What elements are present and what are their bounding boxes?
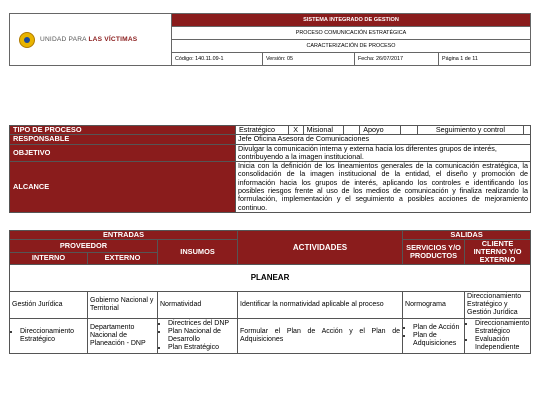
logo-text: UNIDAD PARA LAS VÍCTIMAS bbox=[40, 36, 138, 43]
responsable-label: RESPONSABLE bbox=[10, 135, 236, 144]
tipo-estrategico: Estratégico bbox=[236, 126, 289, 134]
process-characterization-table bbox=[9, 230, 531, 354]
document-version: Versión: 05 bbox=[263, 53, 355, 66]
process-info-table bbox=[9, 125, 531, 213]
list-item: • Evaluación Independiente bbox=[475, 336, 528, 352]
tipo-apoyo: Apoyo bbox=[360, 126, 401, 134]
row1-cliente: Direccionamiento Estratégico y Gestión Jurídica bbox=[465, 292, 531, 319]
tipo-misional-mark bbox=[344, 126, 360, 134]
table-row bbox=[10, 292, 531, 319]
alcance-value: Inicia con la definición de los lineamientos generales de la comunicación estratégica, la consolidación de la imagen institucional de la entidad, el diseño y promoción de información hacia los grupos de interés, aplicando los controles e identificando los posibles riesgos frente al uso de los medios de comunicación y finaliza realizando la formulación, implementación y el seguimiento a posibles acciones de mejoramiento continuo. bbox=[236, 162, 531, 213]
row1-actividad: Identificar la normatividad aplicable al proceso bbox=[238, 292, 403, 319]
servicios-header: SERVICIOS Y/O PRODUCTOS bbox=[403, 240, 465, 265]
cliente-header: CLIENTE INTERNO Y/O EXTERNO bbox=[465, 240, 531, 265]
document-header bbox=[9, 13, 531, 66]
tipo-label: TIPO DE PROCESO bbox=[10, 126, 236, 135]
system-title: SISTEMA INTEGRADO DE GESTION bbox=[172, 14, 531, 27]
row2-servicios bbox=[403, 319, 465, 354]
salidas-header: SALIDAS bbox=[403, 231, 531, 240]
row1-insumos: Normatividad bbox=[158, 292, 238, 319]
tipo-apoyo-mark bbox=[401, 126, 418, 134]
row1-servicios: Normograma bbox=[403, 292, 465, 319]
row2-externo: Departamento Nacional de Planeación - DNP bbox=[88, 319, 158, 354]
document-date: Fecha: 26/07/2017 bbox=[355, 53, 439, 66]
tipo-estrategico-mark: X bbox=[289, 126, 304, 134]
tipo-seguimiento: Seguimiento y control bbox=[418, 126, 524, 134]
list-item: • Plan de Acción bbox=[413, 324, 462, 332]
objetivo-label: OBJETIVO bbox=[10, 144, 236, 162]
externo-header: EXTERNO bbox=[88, 252, 158, 265]
row1-externo: Gobierno Nacional y Territorial bbox=[88, 292, 158, 319]
row1-interno: Gestión Jurídica bbox=[10, 292, 88, 319]
list-item: • Plan de Adquisiciones bbox=[413, 332, 462, 348]
list-item: • Directrices del DNP bbox=[168, 320, 235, 328]
unidad-victimas-logo bbox=[13, 32, 168, 48]
interno-header: INTERNO bbox=[10, 252, 88, 265]
insumos-header: INSUMOS bbox=[158, 240, 238, 265]
row2-interno bbox=[10, 319, 88, 354]
actividades-header: ACTIVIDADES bbox=[238, 231, 403, 265]
entradas-header: ENTRADAS bbox=[10, 231, 238, 240]
characterization-title: CARACTERIZACIÓN DE PROCESO bbox=[172, 40, 531, 53]
objetivo-value: Divulgar la comunicación interna y externa hacia los diferentes grupos de interés, contribuyendo a la imagen institucional. bbox=[236, 144, 531, 162]
document-code: Código: 140.11.09-1 bbox=[172, 53, 263, 66]
list-item: • Direccionamiento Estratégico bbox=[475, 320, 528, 336]
logo-cell bbox=[10, 14, 172, 66]
process-title: PROCESO COMUNICACIÓN ESTRATÉGICA bbox=[172, 27, 531, 40]
row2-actividad: Formular el Plan de Acción y el Plan de Adquisiciones bbox=[238, 319, 403, 354]
list-item: • Direccionamiento Estratégico bbox=[20, 328, 85, 344]
tipo-seguimiento-mark bbox=[524, 126, 530, 134]
tipo-misional: Misional bbox=[304, 126, 345, 134]
row2-cliente bbox=[465, 319, 531, 354]
list-item: • Plan Nacional de Desarrollo bbox=[168, 328, 235, 344]
responsable-value: Jefe Oficina Asesora de Comunicaciones bbox=[236, 135, 531, 144]
page-number: Página 1 de 11 bbox=[439, 53, 531, 66]
table-row bbox=[10, 319, 531, 354]
proveedor-header: PROVEEDOR bbox=[10, 240, 158, 253]
row2-insumos bbox=[158, 319, 238, 354]
phase-planear: PLANEAR bbox=[10, 265, 531, 292]
coat-of-arms-icon bbox=[19, 32, 35, 48]
list-item: • Plan Estratégico bbox=[168, 344, 235, 352]
alcance-label: ALCANCE bbox=[10, 162, 236, 213]
